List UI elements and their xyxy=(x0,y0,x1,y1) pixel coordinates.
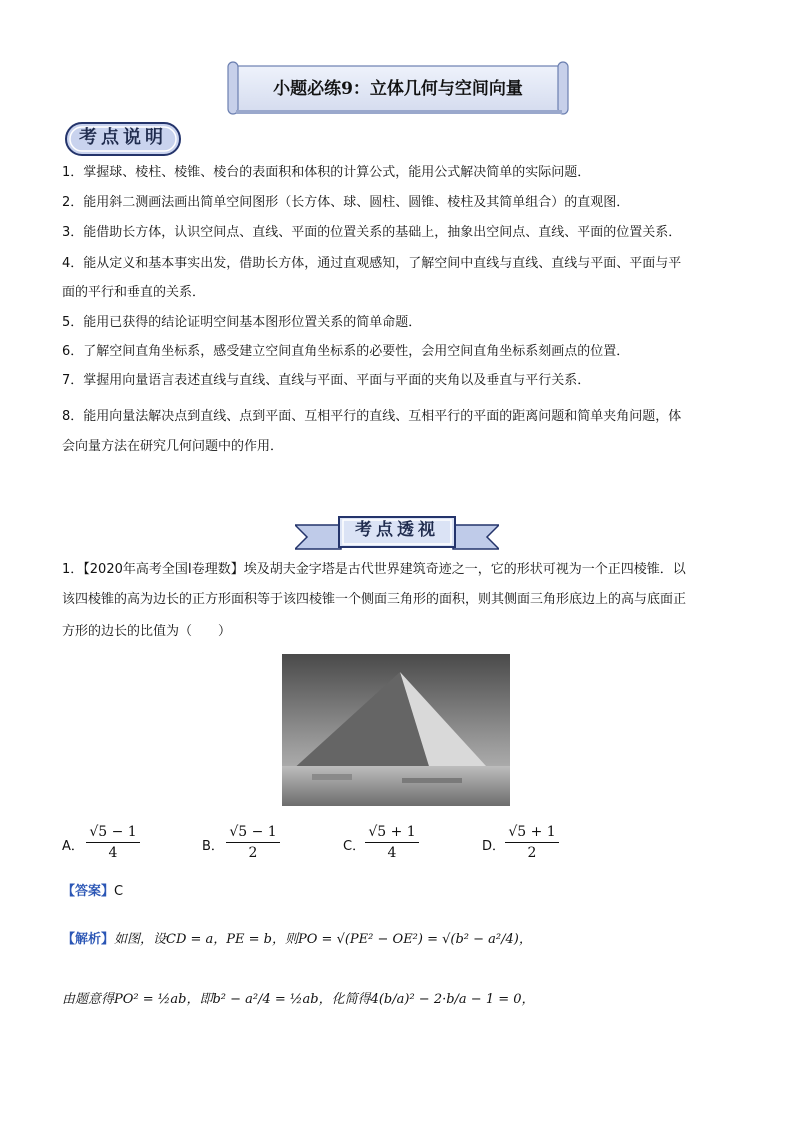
pyramid-image-icon xyxy=(282,654,510,806)
list-item: 1．掌握球、棱柱、棱锥、棱台的表面积和体积的计算公式，能用公式解决简单的实际问题． xyxy=(62,165,591,180)
option-a-label: A． xyxy=(62,839,84,854)
option-c-numerator: √5 + 1 xyxy=(365,824,418,843)
list-item: 3．能借助长方体，认识空间点、直线、平面的位置关系的基础上，抽象出空间点、直线、平面的位置关系． xyxy=(62,225,682,240)
analysis-row-2 xyxy=(62,992,535,1008)
analysis-text-2: 由题意得PO² = ½ab，即b² − a²/4 = ½ab，化简得4(b/a)² − 2·b/a − 1 = 0， xyxy=(62,992,535,1007)
question-line: 该四棱锥的高为边长的正方形面积等于该四棱锥一个侧面三角形的面积，则其侧面三角形底边上的高与底面正 xyxy=(62,592,687,607)
title-scroll xyxy=(226,60,570,118)
list-item: 4．能从定义和基本事实出发，借助长方体，通过直观感知，了解空间中直线与直线、直线与平面、平面与平 xyxy=(62,256,682,271)
option-b-denominator: 2 xyxy=(248,845,258,861)
option-b-numerator: √5 − 1 xyxy=(226,824,279,843)
list-item: 会向量方法在研究几何问题中的作用． xyxy=(62,439,284,454)
list-item: 8．能用向量法解决点到直线、点到平面、互相平行的直线、互相平行的平面的距离问题和简单夹角问题，体 xyxy=(62,409,682,424)
question-line: 1．【2020年高考全国Ⅰ卷理数】埃及胡夫金字塔是古代世界建筑奇迹之一，它的形状可视为一个正四棱锥．以 xyxy=(62,562,686,577)
list-item: 7．掌握用向量语言表述直线与直线、直线与平面、平面与平面的夹角以及垂直与平行关系． xyxy=(62,373,591,388)
answer-tag: 【答案】 xyxy=(62,884,115,899)
pyramid-photo xyxy=(282,654,510,806)
section-badge-explanation xyxy=(64,121,182,157)
option-b-label: B． xyxy=(202,839,224,854)
option-c-fraction[interactable] xyxy=(365,824,419,861)
answer-value: C xyxy=(114,884,124,899)
option-a-numerator: √5 − 1 xyxy=(86,824,139,843)
option-d-label: D． xyxy=(482,839,506,854)
question-line: 方形的边长的比值为（ ） xyxy=(62,624,232,639)
option-c-label: C． xyxy=(343,839,366,854)
list-item: 5．能用已获得的结论证明空间基本图形位置关系的简单命题． xyxy=(62,315,422,330)
answer-row xyxy=(62,884,123,900)
list-item: 面的平行和垂直的关系． xyxy=(62,285,206,300)
option-d-fraction[interactable] xyxy=(505,824,559,861)
option-a-denominator: 4 xyxy=(108,845,118,861)
section-badge-perspective xyxy=(295,515,499,553)
option-d-numerator: √5 + 1 xyxy=(505,824,558,843)
section-badge-label: 考点透视 xyxy=(355,520,439,540)
option-a-fraction[interactable] xyxy=(86,824,140,861)
list-item: 2．能用斜二测画法画出简单空间图形（长方体、球、圆柱、圆锥、棱柱及其简单组合）的直观图． xyxy=(62,195,630,210)
option-c-denominator: 4 xyxy=(387,845,397,861)
option-b-fraction[interactable] xyxy=(226,824,280,861)
analysis-tag: 【解析】 xyxy=(62,932,115,947)
page-title: 小题必练9：立体几何与空间向量 xyxy=(273,79,523,99)
option-d-denominator: 2 xyxy=(527,845,537,861)
analysis-row-1 xyxy=(62,932,532,948)
list-item: 6．了解空间直角坐标系，感受建立空间直角坐标系的必要性，会用空间直角坐标系刻画点的位置． xyxy=(62,344,630,359)
analysis-text-1: 如图，设CD = a，PE = b，则PO = √(PE² − OE²) = √(b² − a²/4)， xyxy=(114,932,532,947)
section-badge-label: 考点说明 xyxy=(79,127,167,148)
